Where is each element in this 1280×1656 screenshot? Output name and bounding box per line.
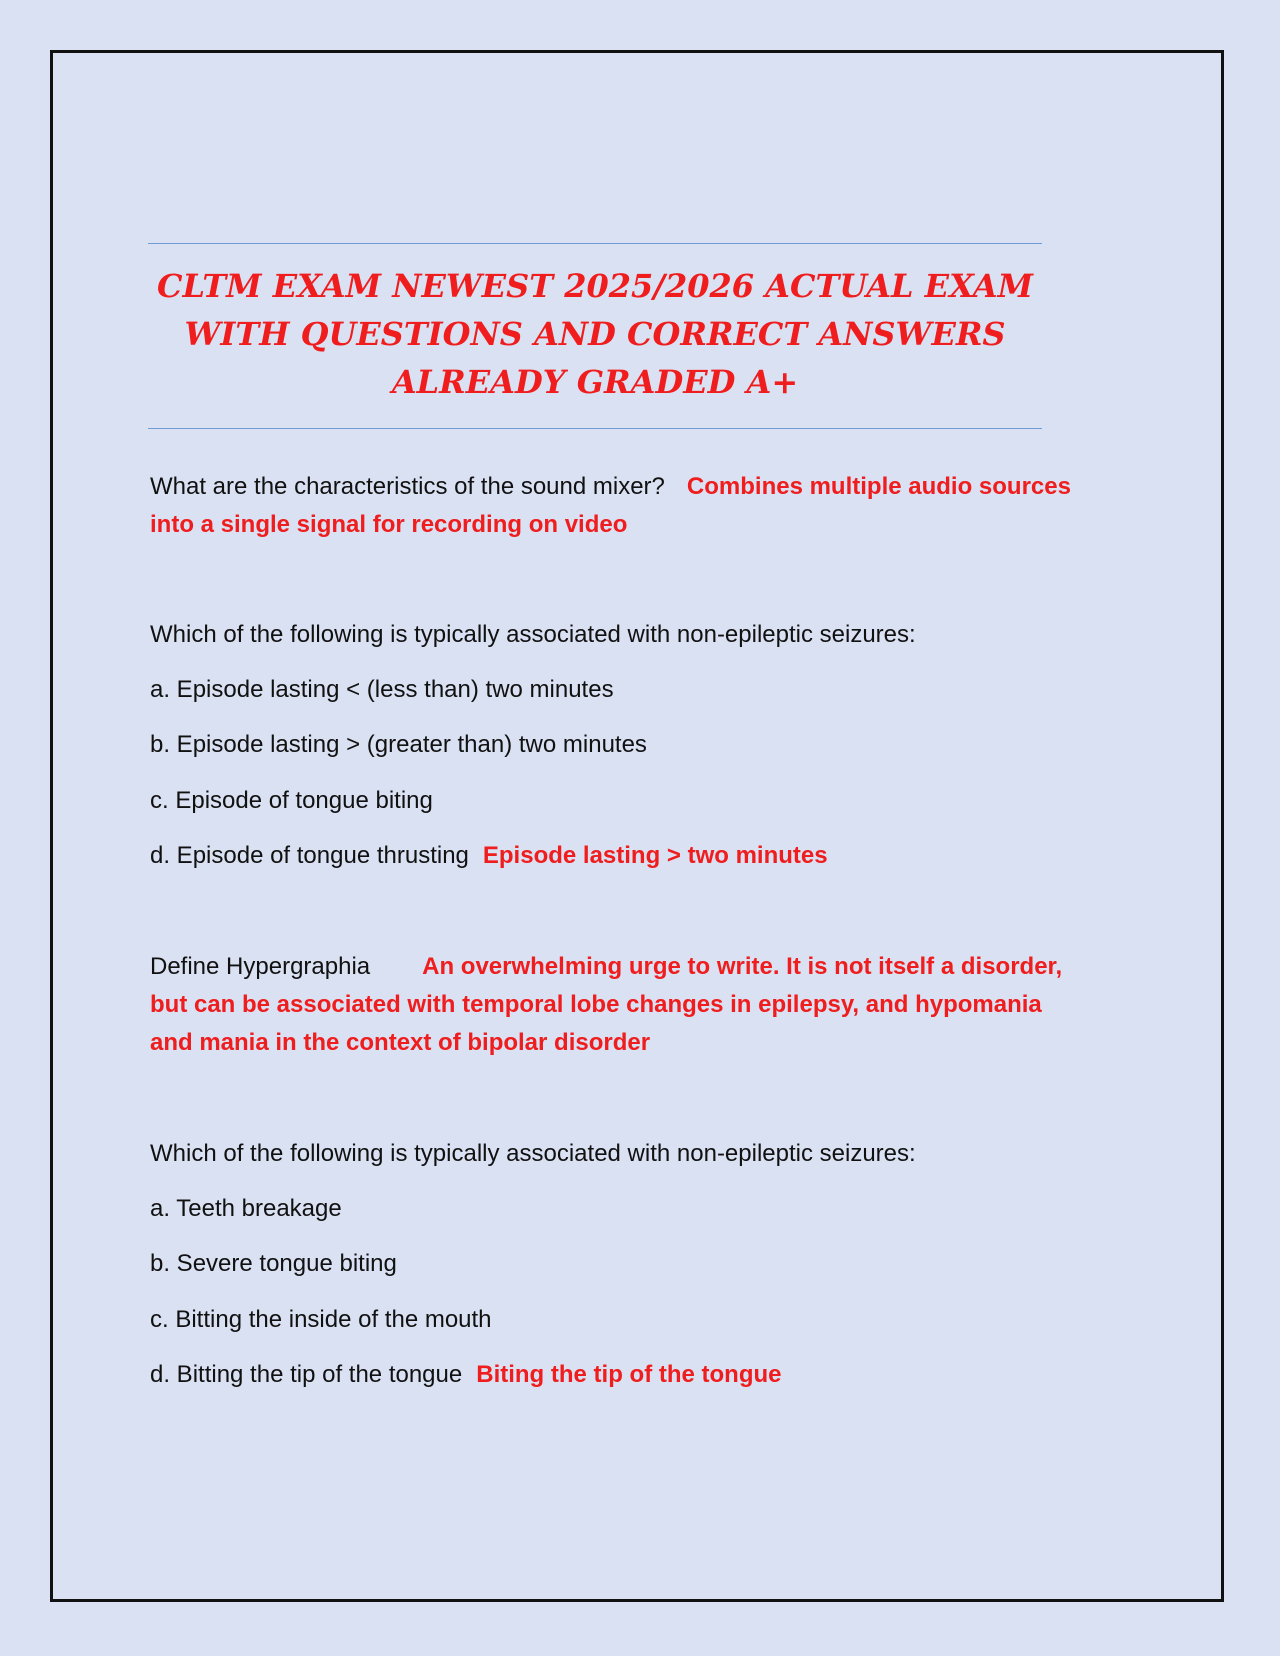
question-2-option-b: b. Episode lasting > (greater than) two minutes — [150, 731, 647, 758]
question-4-option-d-row — [150, 1360, 782, 1390]
document-title — [148, 262, 1042, 406]
question-1-block — [150, 468, 1080, 544]
title-line-3: ALREADY GRADED A+ — [391, 363, 799, 401]
question-4-option-c: c. Bitting the inside of the mouth — [150, 1306, 492, 1333]
question-2-answer: Episode lasting > two minutes — [482, 842, 828, 869]
question-4-answer: Biting the tip of the tongue — [476, 1361, 782, 1388]
title-bottom-rule — [148, 428, 1042, 429]
question-2-option-d-row — [150, 841, 828, 871]
question-1-text: What are the characteristics of the sound mixer? — [150, 473, 665, 500]
question-2-option-d: d. Episode of tongue thrusting — [150, 842, 469, 869]
title-line-1: CLTM EXAM NEWEST 2025/2026 ACTUAL EXAM — [156, 267, 1033, 305]
question-3-text: Define Hypergraphia — [150, 953, 371, 980]
question-2-option-a: a. Episode lasting < (less than) two minutes — [150, 676, 614, 703]
question-4-text: Which of the following is typically associated with non-epileptic seizures: — [150, 1140, 916, 1167]
question-2-option-c: c. Episode of tongue biting — [150, 787, 433, 814]
title-line-2: WITH QUESTIONS AND CORRECT ANSWERS — [184, 315, 1006, 353]
question-4-option-a: a. Teeth breakage — [150, 1195, 342, 1222]
title-top-rule — [148, 243, 1042, 244]
question-4-option-d: d. Bitting the tip of the tongue — [150, 1361, 463, 1388]
question-4-option-b: b. Severe tongue biting — [150, 1250, 397, 1277]
question-2-text: Which of the following is typically associated with non-epileptic seizures: — [150, 621, 916, 648]
question-3-answer: An overwhelming urge to write. It is not itself a disorder, but can be associated with temporal lobe changes in epilepsy, and hypomania and mania in the context of bipolar disorder — [150, 953, 1063, 1056]
question-1-answer: Combines multiple audio sources into a single signal for recording on video — [150, 473, 1071, 538]
question-3-block — [150, 948, 1080, 1062]
